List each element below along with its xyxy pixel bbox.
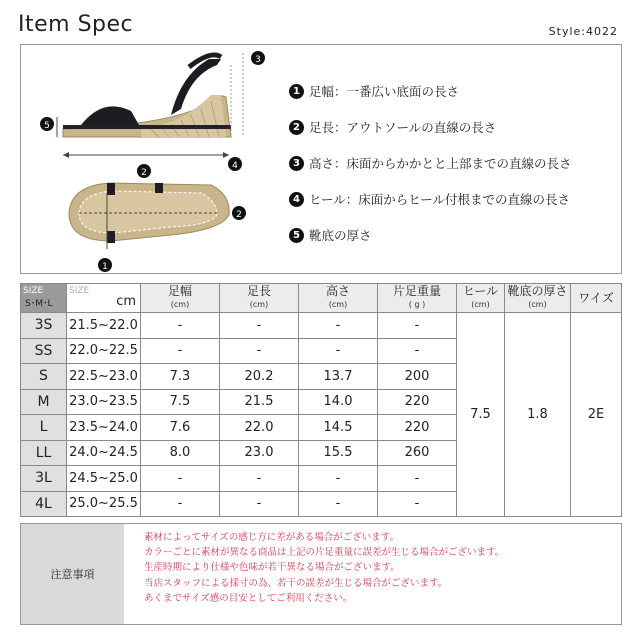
cell-height: - <box>299 313 378 339</box>
size-label: 3L <box>21 466 67 492</box>
callout-4 <box>228 157 242 171</box>
callout-1 <box>98 258 112 272</box>
col-header-heel: ヒール (cm) <box>457 284 505 313</box>
col-header-height: 高さ (cm) <box>299 284 378 313</box>
cell-weight: 200 <box>378 364 457 390</box>
size-label: SS <box>21 338 67 364</box>
legend-item <box>289 217 619 253</box>
cell-length: 22.0 <box>220 415 299 441</box>
legend-text: 足幅：一番広い底面の長さ <box>309 84 460 99</box>
svg-text:4: 4 <box>232 161 238 171</box>
page-title: Item Spec <box>18 12 134 37</box>
size-range: 23.5~24.0 <box>67 415 141 441</box>
legend-item <box>289 73 619 109</box>
cell-height: 15.5 <box>299 440 378 466</box>
legend-text: 足長：アウトソールの直線の長さ <box>309 120 497 135</box>
cell-wise: 2E <box>571 313 622 517</box>
cell-weight: 220 <box>378 389 457 415</box>
legend-item <box>289 145 619 181</box>
cell-sole: 1.8 <box>505 313 571 517</box>
size-label: 4L <box>21 491 67 517</box>
number-badge: 1 <box>289 84 304 99</box>
size-corner-header: SIZE S･M･L <box>21 284 67 313</box>
note-line: あくまでサイズ感の目安としてご利用ください。 <box>144 592 353 604</box>
size-label: LL <box>21 440 67 466</box>
cell-weight: - <box>378 338 457 364</box>
cell-width: - <box>141 466 220 492</box>
cell-height: - <box>299 491 378 517</box>
cell-heel: 7.5 <box>457 313 505 517</box>
notes-body <box>124 524 621 624</box>
legend-item <box>289 181 619 217</box>
legend-text: 高さ：床面からかかとと上部までの直線の長さ <box>309 156 572 171</box>
note-line: 生産時期により仕様や色味が若干異なる場合がございます。 <box>144 562 400 574</box>
svg-text:1: 1 <box>102 262 108 272</box>
cell-weight: 220 <box>378 415 457 441</box>
cell-height: 14.5 <box>299 415 378 441</box>
notes-panel <box>20 523 622 625</box>
size-range: 21.5~22.0 <box>67 313 141 339</box>
col-header-sole: 靴底の厚さ (cm) <box>505 284 571 313</box>
callout-5 <box>40 117 54 131</box>
cell-length: - <box>220 313 299 339</box>
style-code: Style:4022 <box>548 25 618 38</box>
legend-text: ヒール：床面からヒール付根までの直線の長さ <box>309 192 571 207</box>
cell-length: 23.0 <box>220 440 299 466</box>
note-line: 当店スタッフによる採寸の為、若干の誤差が生じる場合がございます。 <box>144 577 448 589</box>
legend-text: 靴底の厚さ <box>309 228 372 243</box>
cell-width: 8.0 <box>141 440 220 466</box>
number-badge: 5 <box>289 228 304 243</box>
svg-text:5: 5 <box>44 121 50 131</box>
cell-width: - <box>141 338 220 364</box>
size-range: 23.0~23.5 <box>67 389 141 415</box>
cell-width: - <box>141 313 220 339</box>
size-range: 22.5~23.0 <box>67 364 141 390</box>
col-header-weight: 片足重量 ( g ) <box>378 284 457 313</box>
size-range: 24.5~25.0 <box>67 466 141 492</box>
svg-text:2: 2 <box>236 210 242 220</box>
cell-width: 7.5 <box>141 389 220 415</box>
cell-width: 7.3 <box>141 364 220 390</box>
cell-weight: 260 <box>378 440 457 466</box>
size-label: L <box>21 415 67 441</box>
notes-label: 注意事項 <box>21 524 124 624</box>
number-badge: 2 <box>289 120 304 135</box>
col-header-length: 足長 (cm) <box>220 284 299 313</box>
size-range-header: SIZE cm <box>67 284 141 313</box>
cell-weight: - <box>378 466 457 492</box>
size-range: 25.0~25.5 <box>67 491 141 517</box>
size-label: M <box>21 389 67 415</box>
table-row <box>21 313 622 339</box>
callout-3 <box>251 51 265 65</box>
shoe-diagram <box>21 45 281 273</box>
col-header-wise: ワイズ <box>571 284 622 313</box>
size-range: 22.0~22.5 <box>67 338 141 364</box>
cell-weight: - <box>378 313 457 339</box>
callout-2b <box>232 206 246 220</box>
cell-length: 20.2 <box>220 364 299 390</box>
svg-text:2: 2 <box>141 168 147 178</box>
cell-weight: - <box>378 491 457 517</box>
measurement-legend <box>289 73 619 253</box>
svg-text:3: 3 <box>255 55 261 65</box>
cell-height: 14.0 <box>299 389 378 415</box>
spec-panel <box>20 44 622 274</box>
cell-height: - <box>299 338 378 364</box>
cell-length: - <box>220 338 299 364</box>
note-line: カラーごとに素材が異なる商品は上記の片足重量に誤差が生じる場合がございます。 <box>144 547 505 559</box>
size-label: 3S <box>21 313 67 339</box>
size-label: S <box>21 364 67 390</box>
number-badge: 3 <box>289 156 304 171</box>
cell-width: - <box>141 491 220 517</box>
cell-width: 7.6 <box>141 415 220 441</box>
legend-item <box>289 109 619 145</box>
cell-length: 21.5 <box>220 389 299 415</box>
size-table <box>20 283 622 517</box>
number-badge: 4 <box>289 192 304 207</box>
cell-height: 13.7 <box>299 364 378 390</box>
note-line: 素材によってサイズの感じ方に差がある場合がございます。 <box>144 532 399 543</box>
callout-2 <box>137 164 151 178</box>
col-header-width: 足幅 (cm) <box>141 284 220 313</box>
size-range: 24.0~24.5 <box>67 440 141 466</box>
cell-length: - <box>220 466 299 492</box>
cell-height: - <box>299 466 378 492</box>
cell-length: - <box>220 491 299 517</box>
